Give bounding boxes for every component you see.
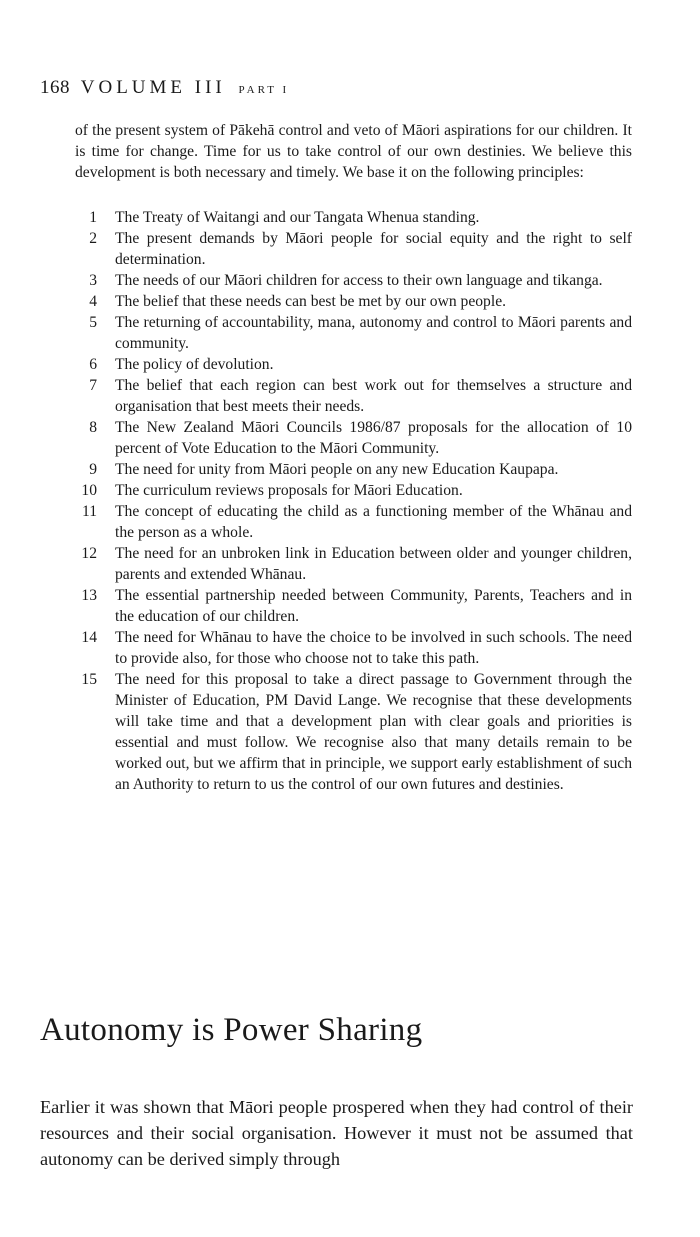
volume-label: VOLUME III	[80, 77, 226, 98]
list-item	[75, 669, 632, 795]
list-item-text: The need for unity from Māori people on any new Education Kaupapa.	[115, 461, 559, 478]
list-item-number: 7	[89, 377, 97, 394]
list-item-text: The needs of our Māori children for access to their own language and tikanga.	[115, 272, 603, 289]
list-item-number: 5	[89, 314, 97, 331]
list-item-number: 4	[89, 293, 97, 310]
list-item-number: 9	[89, 461, 97, 478]
list-item-text: The policy of devolution.	[115, 356, 274, 373]
list-item	[75, 291, 632, 312]
list-item	[75, 627, 632, 669]
list-item	[75, 480, 632, 501]
principles-list	[75, 207, 632, 795]
section-paragraph: Earlier it was shown that Māori people prospered when they had control of their resources and their social organisation. However it must not be assumed that autonomy can be derived simply through	[40, 1097, 633, 1169]
list-item-text: The New Zealand Māori Councils 1986/87 proposals for the allocation of 10 percent of Vote Education to the Māori Community.	[115, 419, 632, 457]
list-item-number: 6	[89, 356, 97, 373]
page-number: 168	[40, 77, 70, 98]
list-item	[75, 270, 632, 291]
section-heading: Autonomy is Power Sharing	[40, 1012, 423, 1048]
list-item-number: 3	[89, 272, 97, 289]
list-item	[75, 417, 632, 459]
list-item-text: The curriculum reviews proposals for Māori Education.	[115, 482, 463, 499]
list-item-number: 15	[81, 671, 97, 688]
list-item-number: 14	[81, 629, 97, 646]
intro-paragraph: of the present system of Pākehā control and veto of Māori aspirations for our children. It is time for change. Time for us to take control of our own destinies. We believe this development is both necessary and timely. We base it on the following principles:	[75, 122, 632, 181]
list-item	[75, 207, 632, 228]
list-item	[75, 501, 632, 543]
list-item	[75, 228, 632, 270]
list-item-number: 8	[89, 419, 97, 436]
list-item-number: 10	[81, 482, 97, 499]
list-item-text: The concept of educating the child as a functioning member of the Whānau and the person as a whole.	[115, 503, 632, 541]
list-item	[75, 543, 632, 585]
list-item-text: The need for Whānau to have the choice to be involved in such schools. The need to provide also, for those who choose not to take this path.	[115, 629, 632, 667]
part-label: PART I	[238, 84, 290, 96]
list-item-text: The belief that each region can best work out for themselves a structure and organisation that best meets their needs.	[115, 377, 632, 415]
list-item	[75, 585, 632, 627]
list-item-number: 1	[89, 209, 97, 226]
list-item-text: The need for an unbroken link in Education between older and younger children, parents and extended Whānau.	[115, 545, 632, 583]
list-item	[75, 354, 632, 375]
list-item-number: 2	[89, 230, 97, 247]
list-item-text: The returning of accountability, mana, autonomy and control to Māori parents and community.	[115, 314, 632, 352]
list-item-number: 12	[81, 545, 97, 562]
list-item	[75, 375, 632, 417]
list-item-number: 13	[81, 587, 97, 604]
list-item-text: The Treaty of Waitangi and our Tangata Whenua standing.	[115, 209, 480, 226]
running-head	[40, 76, 289, 102]
list-item	[75, 459, 632, 480]
list-item	[75, 312, 632, 354]
list-item-text: The essential partnership needed between Community, Parents, Teachers and in the education of our children.	[115, 587, 632, 625]
list-item-text: The present demands by Māori people for social equity and the right to self determination.	[115, 230, 632, 268]
list-item-text: The belief that these needs can best be met by our own people.	[115, 293, 507, 310]
list-item-text: The need for this proposal to take a direct passage to Government through the Minister of Education, PM David Lange. We recognise that these developments will take time and that a development plan with clear goals and priorities is essential and must follow. We recognise also that many details remain to be worked out, but we affirm that in principle, we support early establishment of such an Authority to return to us the control of our own futures and destinies.	[115, 671, 632, 793]
list-item-number: 11	[81, 503, 97, 520]
